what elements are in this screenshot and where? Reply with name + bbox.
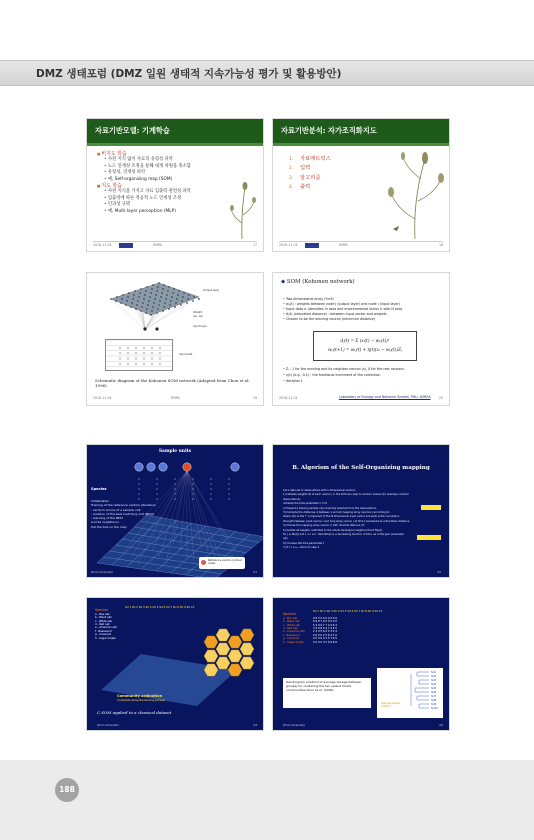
output-node: [177, 294, 179, 296]
item-number: 3.: [289, 175, 294, 181]
slide-footer: [279, 395, 443, 402]
bullet-item: • 노드 연계성 조정을 통해 대개 차원을 축소함: [97, 164, 257, 170]
input-node: [155, 327, 158, 330]
notes-list: [283, 366, 443, 384]
output-node: [163, 284, 165, 286]
species-row: d - Red oak: [95, 623, 110, 627]
dendrogram: [377, 668, 443, 718]
sample-unit-node: [159, 463, 167, 471]
algorithm-line: 7) If t < tₘₐₓ, return to step 2: [283, 546, 320, 550]
table-cell-dot: [119, 363, 121, 365]
som-network-diagram: [103, 277, 203, 335]
numbered-list: [289, 155, 331, 193]
numbered-item: [289, 183, 331, 192]
hexagon-cell: [216, 629, 230, 641]
item-text: 알고리즘: [300, 174, 321, 181]
dendrogram-leaf-label: SU4: [431, 683, 437, 686]
formula-highlight: [421, 505, 441, 510]
slide-footer: [279, 241, 443, 248]
slide-som-algorithm: [272, 444, 450, 578]
species-dot: [193, 484, 194, 485]
algorithm-line: η(t).: [283, 537, 289, 541]
table-cell-dot: [119, 352, 121, 354]
row-values: 9 8 3 5 6 0 0 0 0 0: [313, 616, 337, 620]
row-values: 3 4 9 6 6 4 7 4 4 5: [313, 627, 337, 631]
output-node: [148, 300, 150, 302]
dendrogram-leaf-label: SU8: [431, 699, 437, 702]
page-header-title: DMZ 생태포럼 (DMZ 일원 생태적 지속가능성 평가 및 활용방안): [36, 68, 342, 80]
species-name: g - Ironwood: [283, 637, 300, 641]
algorithm-line: 4) Choose the mapping array neuron j* with minimal distance dⱼ*:: [283, 524, 366, 528]
item-number: 4.: [289, 185, 294, 191]
hexagon-cell: [240, 643, 254, 655]
logo-icon: [305, 243, 319, 248]
community-label: Community ordination: [117, 694, 163, 698]
slide-title: B. Algorism of the Self-Organizing mapping: [292, 465, 430, 471]
row-values: 8 9 8 7 0 0 0 0 0 0: [313, 620, 337, 624]
species-dot: [211, 489, 212, 490]
species-row: f - Basswood: [95, 629, 112, 633]
item-text: 출력: [300, 184, 311, 191]
table-cell-dot: [143, 358, 145, 360]
input-layer-label: Input layer: [193, 325, 208, 328]
algorithm-line: 1) Initialize weights Wⱼ of each neuron j in the Kohonen map to random values (for example, random: [283, 493, 409, 497]
output-node: [149, 296, 151, 298]
hexagon-cell: [228, 636, 242, 648]
output-node: [153, 302, 155, 304]
note-line: - random choice of a sample unit: [91, 507, 141, 512]
sample-unit-node: [135, 463, 143, 471]
species-dot: [193, 479, 194, 480]
output-node: [127, 296, 129, 298]
numbered-item: [289, 174, 331, 183]
slide-machine-learning: [86, 118, 264, 252]
output-node: [160, 296, 162, 298]
output-node: [155, 294, 157, 296]
row-values: 0 0 0 0 3 5 6 9 8 8: [313, 640, 337, 644]
output-node: [151, 310, 153, 312]
algorithm-line: 3) Compute the distances dⱼ between x and all mapping array neurons j according to:: [283, 511, 390, 515]
output-node: [162, 288, 164, 290]
species-label: Species: [95, 608, 109, 613]
output-layer-label: Output layer: [203, 289, 220, 292]
output-node: [122, 294, 124, 296]
species-dot: [229, 489, 230, 490]
slide-number: 22: [437, 570, 441, 574]
table-cell-dot: [159, 352, 161, 354]
note-line: - learning of the BMU: [91, 516, 123, 521]
slide-dendrogram: [272, 597, 450, 731]
numbered-item: [289, 155, 331, 164]
distance-formula: dⱼ(t) = Σ (xᵢ(t) − wᵢⱼ(t))²: [340, 338, 390, 343]
table-cell-dot: [119, 358, 121, 360]
output-node: [150, 292, 152, 294]
output-node: [126, 300, 128, 302]
item-number: 1.: [289, 157, 294, 162]
species-label: Species: [91, 487, 107, 491]
note-item: • Iteration t: [283, 378, 443, 384]
hexagon-cell: [204, 636, 218, 648]
algorithm-line: Let a data set of observations with n-dimensional vectors:: [283, 489, 356, 492]
output-node: [151, 288, 153, 290]
row-values: 5 4 9 9 7 7 4 6 6 3: [313, 623, 337, 627]
dendrogram-leaf-label: SU10: [431, 707, 438, 710]
table-cell-dot: [127, 363, 129, 365]
hexagon-cell: [240, 629, 254, 641]
legend-box: [199, 557, 245, 569]
output-node: [132, 298, 134, 300]
bullet-list: [283, 297, 443, 322]
species-dot: [211, 479, 212, 480]
species-dot: [157, 499, 158, 500]
species-dot: [211, 494, 212, 495]
table-cell-dot: [135, 347, 137, 349]
table-header: SU 1 SU 2 SU 3 SU 4 SU 5 SU 6 SU 7 SU 8 SU 9 SU 10: [313, 610, 383, 613]
item-text: 자료매트릭스: [300, 156, 331, 162]
output-node: [158, 282, 160, 284]
hexagon-cell: [240, 657, 254, 669]
table-cell-dot: [151, 363, 153, 365]
dendrogram-description: Dendrogram (method of average linkage between groups) for clustering the ten upland forest communities Chon et al. (1996): [283, 678, 371, 708]
algorithm-line: 6) Increase the time parameter t: [283, 541, 325, 545]
bullet-item: • dⱼ(t) (saturated distance) : between input vector and weights: [283, 312, 443, 317]
diagram-caption: Schematic diagram of the Kohonen SOM network (Adapted from Chon et al. 1996): [95, 378, 250, 388]
output-node: [115, 300, 117, 302]
note-item: • Zⱼ : 1 for the winning and its neighbor neuron (s), 0 for the rest neurons: [283, 366, 443, 372]
slide-title-text: SOM (Kohonen network): [286, 279, 355, 285]
row-values: 0 0 0 0 2 5 6 4 7 6: [313, 633, 337, 637]
output-node: [144, 294, 146, 296]
note-line: Initialization: [91, 499, 110, 503]
formula-box: [313, 331, 417, 361]
species-row: h - Sugar maple: [95, 636, 116, 640]
bullet-item: • Input data xᵢ (densities in taxa and environmental factor i) with N taxa: [283, 307, 443, 312]
header-band: [0, 60, 534, 86]
community-sublabel: (composite during the learning process): [117, 699, 165, 702]
species-dot: [229, 499, 230, 500]
slide-number: 19: [252, 396, 257, 400]
slide-som: [272, 118, 450, 252]
dendrogram-method-label: Average linkage method: [381, 702, 401, 708]
species-row: e - American elm: [95, 626, 118, 630]
footer-source: [from Giraudel]: [97, 723, 119, 727]
algorithm-steps: [283, 489, 410, 551]
bullet-item: ■ 지도 학습: [97, 183, 257, 189]
species-row: c - White oak: [95, 619, 113, 623]
output-node: [172, 292, 174, 294]
bullet-item: • 인과성 규명: [97, 202, 257, 208]
slide-title: 자료기반분석: 자가조직화지도: [273, 119, 449, 143]
item-text: 입력: [300, 165, 311, 172]
output-node: [187, 298, 189, 300]
slide-number: 20: [438, 396, 443, 400]
output-node: [181, 300, 183, 302]
dendrogram-leaf-label: SU2: [431, 675, 437, 678]
output-node: [125, 304, 127, 306]
output-node: [182, 296, 184, 298]
table-cell-dot: [135, 363, 137, 365]
output-node: [150, 314, 152, 316]
output-node: [121, 298, 123, 300]
dendrogram-leaf-label: SU5: [431, 687, 437, 690]
table-cell-dot: [135, 352, 137, 354]
output-node: [147, 304, 149, 306]
legend-text: Reference vectors (virtual units): [208, 559, 242, 566]
output-node: [156, 290, 158, 292]
hexagon-cell: [216, 643, 230, 655]
bullet-item: • 입출력에 따른 적응적 노드 연계성 조정: [97, 196, 257, 202]
output-node: [168, 308, 170, 310]
bullet-item: • 예, Multi-layer perceptron (MLP): [97, 209, 257, 215]
plant-illustration-icon: [385, 149, 445, 239]
weight-update-formula: wᵢⱼ(t+1) = wᵢⱼ(t) + η(t)(xᵢ − wᵢⱼ(t))Zⱼ: [327, 347, 403, 352]
footer-org: KMPA: [153, 243, 162, 247]
species-dot: [139, 489, 140, 490]
species-dot: [139, 479, 140, 480]
species-name: e - American elm: [283, 630, 306, 634]
table-header: SU 1 SU 2 SU 3 SU 4 SU 5 SU 6 SU 7 SU 8 SU 9 SU 10: [125, 606, 195, 609]
species-row: g - Ironwood: [95, 633, 112, 637]
output-node: [198, 298, 200, 300]
slide-footer: [93, 241, 257, 248]
table-cell-dot: [159, 363, 161, 365]
output-node: [134, 290, 136, 292]
page-number: 188: [55, 778, 79, 802]
algorithm-line: Initialize the time parameter t: t=0: [283, 502, 327, 506]
item-number: 2.: [289, 166, 294, 172]
species-dot: [229, 494, 230, 495]
species-dot: [211, 484, 212, 485]
footer-date: 2016-11-04: [279, 396, 298, 400]
dendrogram-leaf-label: SU9: [431, 703, 437, 706]
slide-title: [281, 279, 355, 285]
species-name: b - Black oak: [283, 620, 300, 624]
output-node: [152, 284, 154, 286]
note-line: Training of the reference vectors (iterative): [91, 503, 156, 508]
species-name: h - Sugar maple: [283, 640, 304, 644]
slide-som-dataset: [86, 597, 264, 731]
diamond-bullet-icon: ◆: [281, 279, 286, 285]
slide-kohonen-diagram: [86, 272, 264, 406]
slide-som-training: [86, 444, 264, 578]
table-cell-dot: [135, 358, 137, 360]
table-cell-dot: [151, 352, 153, 354]
output-node: [128, 292, 130, 294]
slide-number: 23: [253, 723, 257, 727]
bullet-item: • Chosen to be the winning neuron (minimum distance): [283, 317, 443, 322]
output-node: [143, 298, 145, 300]
slide-caption: C.SOM applied to a classical dataset: [97, 710, 172, 715]
output-node: [146, 308, 148, 310]
output-node: [156, 312, 158, 314]
table-cell-dot: [119, 347, 121, 349]
row-values: 0 0 0 0 0 3 5 7 6 5: [313, 637, 337, 641]
numbered-item: [289, 164, 331, 173]
output-node: [152, 306, 154, 308]
output-node: [145, 290, 147, 292]
bullet-item: • 사전 지식 없이 자료의 유형성 파악: [97, 157, 257, 163]
algorithm-line: 5) Update all weights, restricted to the actual topological neighbourhood NCⱼ(t):: [283, 528, 383, 532]
table-cell-dot: [143, 363, 145, 365]
algorithm-line: strength between input neuron i and map array neuron j at time t expressed as a Euclidean distance.: [283, 519, 410, 523]
output-node: [173, 288, 175, 290]
output-node: [188, 294, 190, 296]
algorithm-line: for j ∈ NCⱼ(t) and 1 ≤ i ≤ n. Here NCⱼ(t) is a decreasing function of time, as is the gain parameter: [283, 533, 405, 537]
output-node: [145, 312, 147, 314]
note-line: Put the SUs on the map: [91, 524, 127, 529]
species-dot: [229, 479, 230, 480]
slide-number: 21: [253, 570, 257, 574]
species-dot: [157, 479, 158, 480]
training-notes: [91, 499, 156, 529]
dendrogram-leaf-label: SU7: [431, 695, 437, 698]
algorithm-line: where xᵢ(t) is the iᵗʰ component of the N dimensional input vector and wᵢⱼ(t) is the connection: [283, 515, 400, 519]
logo-icon: [119, 243, 133, 248]
table-cell-dot: [159, 358, 161, 360]
footer-date: 2016-11-04: [93, 396, 112, 400]
row-values: 2 2 4 5 6 6 5 3 2 4: [313, 630, 337, 634]
note-line: and its neighbours: [91, 520, 119, 525]
table-cell-dot: [127, 352, 129, 354]
output-node: [171, 296, 173, 298]
slide-number: 24: [439, 723, 443, 727]
table-cell-dot: [127, 347, 129, 349]
output-node: [116, 296, 118, 298]
footer-source: [from Giraudel]: [283, 723, 305, 727]
output-node: [170, 300, 172, 302]
sample-unit-node: [147, 463, 155, 471]
footer-org: KMPA: [171, 396, 180, 400]
bullet-item: • wᵢⱼ(t) : weights between node j (output layer) and node i (input layer): [283, 302, 443, 307]
output-node: [133, 294, 135, 296]
species-row: a - Roe oak: [95, 612, 110, 616]
dendrogram-leaf-label: SU1: [431, 671, 437, 674]
page-bottom-band: [0, 760, 534, 840]
species-dot: [157, 484, 158, 485]
table-cell-dot: [127, 358, 129, 360]
species-dot: [211, 499, 212, 500]
bullet-item: • 사전 지식을 가지고 자료 입출력 관련성 파악: [97, 189, 257, 195]
output-node: [161, 292, 163, 294]
footer-credit: Laboratory of Ecology and Behavior System, PNU, KOREA: [339, 395, 431, 399]
dendrogram-leaf-label: SU3: [431, 679, 437, 682]
hexagon-cell: [204, 650, 218, 662]
weight-sub-label: (w₁, w₂): [193, 315, 203, 318]
species-name: d - Red oak: [283, 627, 298, 631]
sample-units-label: Sample units: [158, 449, 192, 454]
bullet-item: • 유형성, 연계성 파악: [97, 170, 257, 176]
hexagon-cell: [228, 650, 242, 662]
species-row: b - Black oak: [95, 616, 112, 620]
slide-som-kohonen: [272, 272, 450, 406]
matrix-row: [283, 641, 382, 644]
footer-date: 2016-11-04: [279, 243, 298, 247]
dendrogram-leaf-label: SU6: [431, 691, 437, 694]
plant-illustration-icon: [227, 179, 257, 239]
output-node: [183, 292, 185, 294]
slide-number: 17: [252, 243, 257, 247]
output-node: [169, 304, 171, 306]
algorithm-line: 2) Present a training sample x(t) randomly selected from the observations.: [283, 506, 377, 510]
bullet-item: ■ 비지도 학습: [97, 151, 257, 157]
species-dot: [139, 494, 140, 495]
table-cell-dot: [159, 347, 161, 349]
footer-date: 2016-11-04: [93, 243, 112, 247]
note-line: - location of the best matching unit (BMU): [91, 511, 155, 516]
output-node: [154, 298, 156, 300]
table-cell-dot: [151, 347, 153, 349]
slide-footer: [93, 395, 257, 402]
reference-vector-icon: [201, 560, 206, 565]
table-cell-dot: [151, 358, 153, 360]
species-dot: [139, 484, 140, 485]
input-data-table: [105, 339, 173, 371]
output-node: [178, 290, 180, 292]
species-name: f - Basswood: [283, 633, 300, 637]
footer-source: [from Giraudel]: [91, 570, 113, 574]
output-node: [146, 286, 148, 288]
output-node: [176, 298, 178, 300]
species-dot: [175, 479, 176, 480]
output-node: [175, 302, 177, 304]
input-node: [143, 327, 146, 330]
weight-label: Weight: [193, 311, 203, 314]
species-matrix: [283, 610, 382, 644]
output-node: [174, 306, 176, 308]
input-data-label: Input data: [179, 353, 193, 356]
sample-unit-node: [183, 463, 191, 471]
formula-highlight: [417, 535, 441, 540]
footer-org: KMPA: [339, 243, 348, 247]
algorithm-line: observations).: [283, 497, 301, 501]
output-node: [120, 302, 122, 304]
note-item: • η(t) (e.g., 0.1) : the fractional increment of the correction: [283, 372, 443, 378]
sample-unit-node: [231, 463, 239, 471]
species-name: c - White oak: [283, 623, 301, 627]
table-cell-dot: [143, 352, 145, 354]
bullet-item: • Two-dimensional array (9×9): [283, 297, 443, 302]
table-cell-dot: [143, 347, 145, 349]
matrix-rows: [283, 617, 382, 644]
species-dot: [193, 499, 194, 500]
species-label: Species: [283, 612, 297, 617]
output-node: [131, 302, 133, 304]
slide-title: 자료기반모델: 기계학습: [87, 119, 263, 143]
slide-number: 18: [438, 243, 443, 247]
species-dot: [229, 484, 230, 485]
output-node: [157, 286, 159, 288]
species-dot: [157, 494, 158, 495]
output-node: [186, 302, 188, 304]
bullet-item: • 예, Self-organizing map (SOM): [97, 177, 257, 183]
species-name: a - Bur oak: [283, 616, 298, 620]
output-node: [130, 306, 132, 308]
species-dot: [157, 489, 158, 490]
